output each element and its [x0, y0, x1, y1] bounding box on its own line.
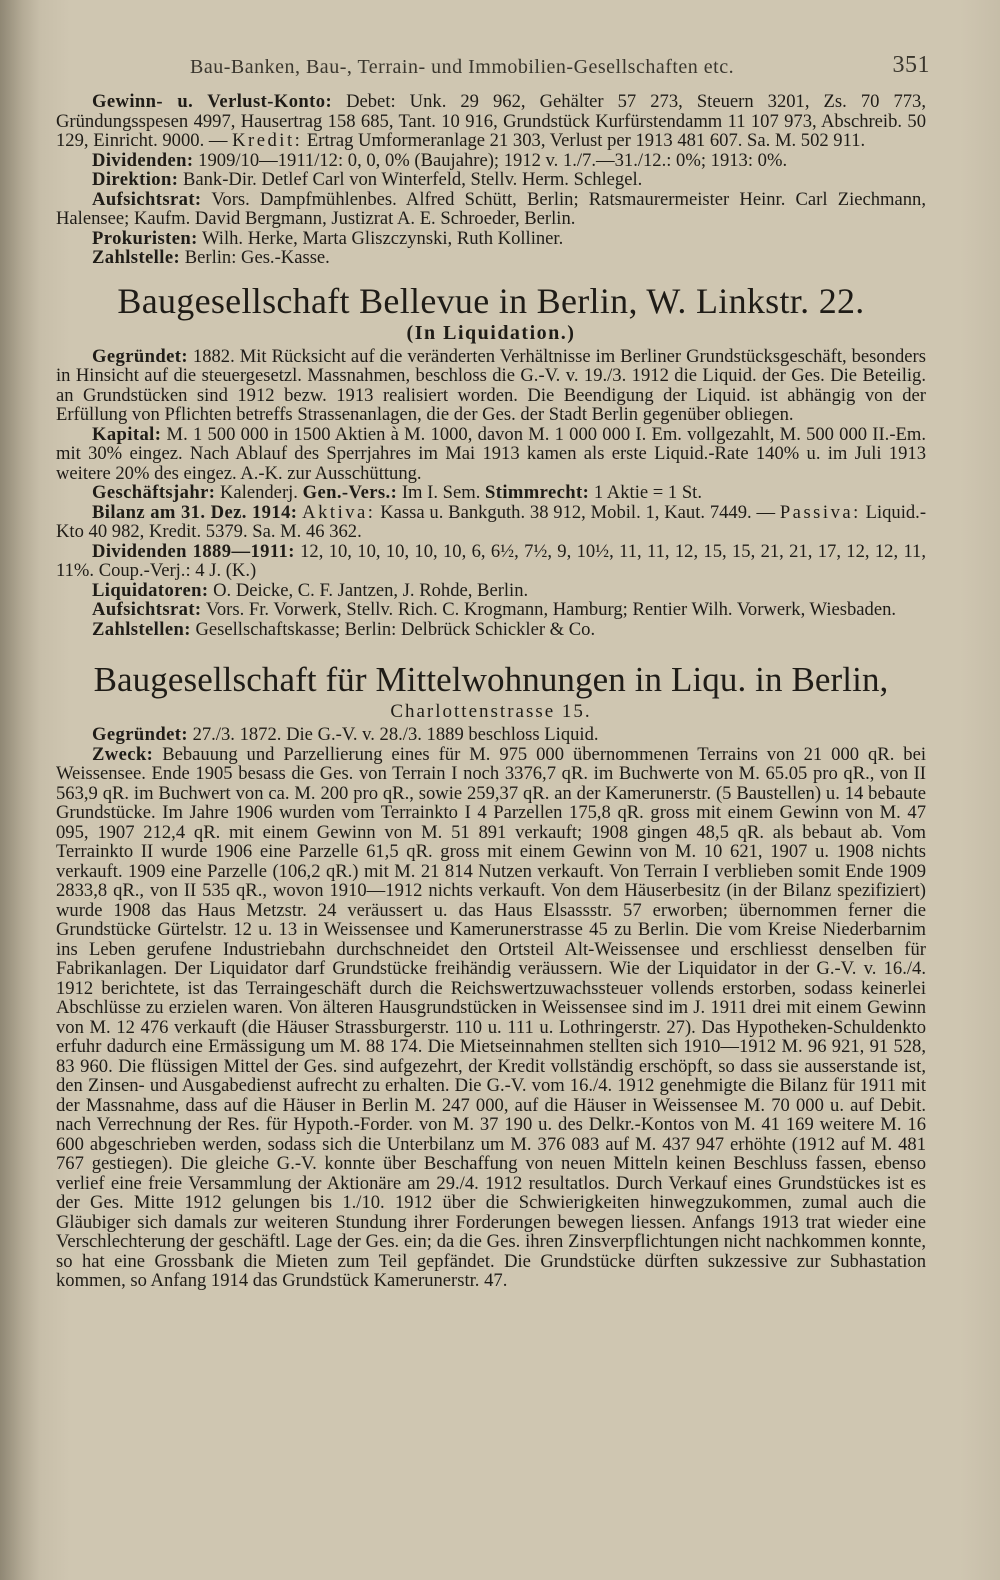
aufsichtsrat-2-label: Aufsichtsrat: [92, 599, 202, 620]
zahlstelle-label: Zahlstelle: [92, 247, 181, 268]
zahlstelle-paragraph [56, 248, 926, 268]
aufsichtsrat-paragraph [56, 190, 926, 229]
liquidatoren-label: Liquidatoren: [92, 579, 209, 601]
zahlstellen-paragraph [56, 620, 926, 640]
dividenden-text: 1909/10—1911/12: 0, 0, 0% (Baujahre); 1912 v. 1./7.—31./12.: 0%; 1913: 0%. [193, 149, 788, 171]
stimmrecht-text: 1 Aktie = 1 St. [589, 482, 702, 503]
zweck-text: Bebauung und Parzellierung eines für M. 975 000 übernommenen Terrains von 21 000 qR. bei Weissensee. Ende 1905 besass die Ges. von Terrain I noch 3376,7 qR. im Buchwerte von M. 65.05 pro qR., von II 563,9 qR. im Buchwert von ca. M. 200 pro qR., sowie 259,37 qR. an der Kamerunerstr. (5 Baustellen) u. 14 bebaute Grundstücke. Im Jahre 1906 wurden vom Terrainkto I 4 Parzellen 175,8 qR. gross mit einem Gewinn von M. 47 095, 1907 212,4 qR. mit einem Gewinn von M. 51 891 verkauft; 1908 gingen 48,5 qR. als bebaut ab. Vom Terrainkto II wurde 1906 eine Parzelle 61,5 qR. gross mit einem Gewinn von M. 10 621, 1907 u. 1908 nichts verkauft. 1909 eine Parzelle (106,2 qR.) mit M. 21 814 Nutzen verkauft. Von Terrain I verblieben somit Ende 1909 2833,8 qR., von II 535 qR., wovon 1910—1912 nichts verkauft. Von dem Häuserbesitz (in der Bilanz spezifiziert) wurde 1908 das Haus Metzstr. 24 veräussert u. das Haus Elsassstr. 57 erworben; übernommen ferner die Grundstücke Gürtelstr. 12 u. 13 in Weissensee und Kamerunerstrasse 45 zu Berlin. Die vom Kreise Niederbarnim ins Leben gerufene Industriebahn durchschneidet den Ortsteil Alt-Weissensee und erschliesst denselben für Fabrikanlagen. Der Liquidator darf Grundstücke freihändig veräussern. Wie der Liquidator in der G.-V. v. 16./4. 1912 berichtete, ist das Terraingeschäft durch die Reichswertzuwachssteuer vollends erstorben, sodass keinerlei Abschlüsse zu erzielen waren. Von älteren Hausgrundstücken in Weissensee sind im J. 1911 drei mit einem Gewinn von M. 12 476 verkauft (die Häuser Strassburgerstr. 110 u. 111 u. Lothringerstr. 27). Das Hypotheken-Schuldenkto erfuhr dadurch eine Ermässigung um M. 88 174. Die Mietseinnahmen stellten sich 1910—1912 M. 96 921, 91 528, 83 960. Die flüssigen Mittel der Ges. sind aufgezehrt, der Kredit vollständig erschöpft, so dass sie ausserstande ist, den Zinsen- und Ausgabedienst aufrecht zu erhalten. Die G.-V. vom 16./4. 1912 genehmigte die Bilanz für 1911 mit der Massnahme, dass auf die Häuser in Berlin M. 247 000, auf die Häuser in Weissensee M. 70 000 u. auf Debit. nach Verrechnung der Res. für Hypoth.-Forder. von M. 37 190 u. des Delkr.-Kontos von M. 41 169 weitere M. 16 600 abgeschrieben werden, sodass sich die Unterbilanz um M. 376 083 auf M. 437 947 erhöhte (1912 auf M. 481 767 gestiegen). Die gleiche G.-V. konnte über Beschaffung von neuen Mitteln keinen Beschluss fassen, ebenso verlief eine freie Versammlung der Aktionäre am 29./4. 1912 resultatlos. Durch Verkauf eines Grundstückes ist es der Ges. Mitte 1912 gelungen bis 1./10. 1912 über die Schwierigkeiten hinwegzukommen, zumal auch die Gläubiger sich damals zur weiteren Stundung ihrer Forderungen bewegen liessen. Anfangs 1913 trat wieder eine Verschlechterung der geschäftl. Lage der Ges. ein; da die Ges. ihren Zinsverpflichtungen nicht nachkommen konnte, so hat eine Grossbank die Mieten zum Teil gepfändet. Die Grundstücke dürften sukzessive zur Subhastation kommen, so Anfang 1914 das Grundstück Kamerunerstr. 47. [56, 743, 926, 1291]
company-bellevue-title: Baugesellschaft Bellevue in Berlin, W. Linkstr. 22. [117, 280, 865, 321]
zahlstellen-text: Gesellschaftskasse; Berlin: Delbrück Schickler & Co. [190, 618, 596, 640]
gewinn-verlust-text-a: Debet: Unk. 29 962, Gehälter 57 273, Steuern 3201, Zs. 70 773, Gründungsspesen 4997, Hausertrag 158 685, Tant. 10 916, Grundstück Kurfürstendamm 11 107 973, Abschreib. 50 129, Einricht. 9000. — [56, 91, 926, 151]
aufsichtsrat-label: Aufsichtsrat: [92, 188, 202, 210]
bilanz-text-a: Kassa u. Bankguth. 38 912, Mobil. 1, Kaut. 7449. — [375, 501, 780, 523]
aktiva-label: Aktiva: [302, 501, 376, 523]
dividenden-history-text: 12, 10, 10, 10, 10, 10, 6, 6½, 7½, 9, 10½, 11, 11, 12, 15, 15, 21, 21, 17, 12, 12, 11, 11%. Coup.-Verj.: 4 J. (K.) [56, 540, 927, 581]
prokuristen-label: Prokuristen: [92, 227, 198, 249]
zweck-label: Zweck: [92, 743, 154, 765]
gen-vers-text: Im I. Sem. [397, 482, 485, 503]
company-bellevue-section [56, 282, 926, 640]
gegruendet-paragraph [56, 347, 926, 425]
gewinn-verlust-text-b: Ertrag Umformeranlage 21 303, Verlust per 1913 481 607. Sa. M. 502 911. [302, 130, 866, 151]
gegruendet-2-text: 27./3. 1872. Die G.-V. v. 28./3. 1889 beschloss Liquid. [187, 724, 599, 745]
zweck-paragraph [56, 745, 926, 1291]
aufsichtsrat-text: Vors. Dampfmühlenbes. Alfred Schütt, Berlin; Ratsmaurermeister Heinr. Carl Ziechmann, Halensee; Kaufm. David Bergmann, Justizrat A. E. Schroeder, Berlin. [56, 188, 926, 229]
gegruendet-2-label: Gegründet: [92, 724, 188, 745]
kapital-text: M. 1 500 000 in 1500 Aktien à M. 1000, davon M. 1 000 000 I. Em. vollgezahlt, M. 500 000 II.-Em. mit 30% eingez. Nach Ablauf des Sperrjahres im Mai 1913 kamen als erste Liquid.-Rate 140% u. im Juli 1913 weitere 20% des eingez. A.-K. zur Ausschüttung. [56, 423, 926, 484]
geschaeftsjahr-text: Kalenderj. [215, 482, 303, 503]
company-bellevue-liquidation-note: (In Liquidation.) [406, 321, 576, 344]
direktion-paragraph [56, 170, 926, 190]
gegruendet-text: 1882. Mit Rücksicht auf die veränderten Verhältnisse im Berliner Grundstücksgeschäft, besonders in Hinsicht auf die steuergesetzl. Massnahmen, beschloss die G.-V. v. 19./3. 1912 die Liquid. der Ges. Die Beteilig. an Grundstücken sind 1912 bezw. 1913 realisiert worden. Die Beendigung der Liquid. ist abhängig von der Erfüllung von Pflichten betreffs Strassenanlagen, die der Ges. der Stadt Berlin gegenüber obliegen. [56, 345, 926, 425]
running-title: Bau-Banken, Bau-, Terrain- und Immobilien-Gesellschaften etc. [190, 56, 735, 78]
prokuristen-paragraph [56, 229, 926, 249]
direktion-label: Direktion: [92, 169, 179, 190]
previous-company-continuation [56, 92, 926, 268]
passiva-label: Passiva: [779, 501, 861, 523]
gewinn-verlust-paragraph [56, 92, 926, 151]
liquidatoren-paragraph [56, 581, 926, 601]
gen-vers-label: Gen.-Vers.: [302, 482, 398, 503]
liquidatoren-text: O. Deicke, C. F. Jantzen, J. Rohde, Berlin. [208, 579, 529, 601]
page-number: 351 [892, 52, 930, 78]
company-mittelwohnungen-section [56, 661, 926, 1291]
kapital-label: Kapital: [92, 423, 162, 445]
gegruendet-label: Gegründet: [92, 345, 188, 367]
bilanz-label: Bilanz am 31. Dez. 1914: [92, 501, 298, 523]
gewinn-verlust-label: Gewinn- u. Verlust-Konto: [92, 91, 333, 112]
stimmrecht-label: Stimmrecht: [485, 482, 590, 503]
dividenden-history-label: Dividenden 1889—1911: [92, 540, 295, 562]
aufsichtsrat-2-paragraph [56, 600, 926, 620]
gegruendet-2-paragraph [56, 725, 926, 745]
page-content [56, 52, 930, 1291]
kredit-label: Kredit: [232, 130, 303, 151]
zahlstellen-label: Zahlstellen: [92, 618, 191, 640]
company-mittelwohnungen-title: Baugesellschaft für Mittelwohnungen in Liqu. in Berlin, [93, 660, 889, 699]
geschaeftsjahr-paragraph [56, 483, 926, 503]
direktion-text: Bank-Dir. Detlef Carl von Winterfeld, Stellv. Herm. Schlegel. [178, 169, 643, 190]
company-mittelwohnungen-address: Charlottenstrasse 15. [390, 701, 592, 722]
prokuristen-text: Wilh. Herke, Marta Gliszczynski, Ruth Kolliner. [197, 227, 564, 249]
bilanz-paragraph [56, 503, 926, 542]
geschaeftsjahr-label: Geschäftsjahr: [92, 482, 216, 503]
running-header [56, 52, 930, 86]
dividenden-paragraph [56, 151, 926, 171]
bilanz-text-b: Liquid.-Kto 40 982, Kredit. 5379. Sa. M. 46 362. [56, 501, 927, 542]
aufsichtsrat-2-text: Vors. Fr. Vorwerk, Stellv. Rich. C. Krogmann, Hamburg; Rentier Wilh. Vorwerk, Wiesbaden. [201, 599, 897, 620]
kapital-paragraph [56, 425, 926, 484]
zahlstelle-text: Berlin: Ges.-Kasse. [180, 247, 330, 268]
dividenden-history-paragraph [56, 542, 926, 581]
dividenden-label: Dividenden: [92, 149, 194, 171]
